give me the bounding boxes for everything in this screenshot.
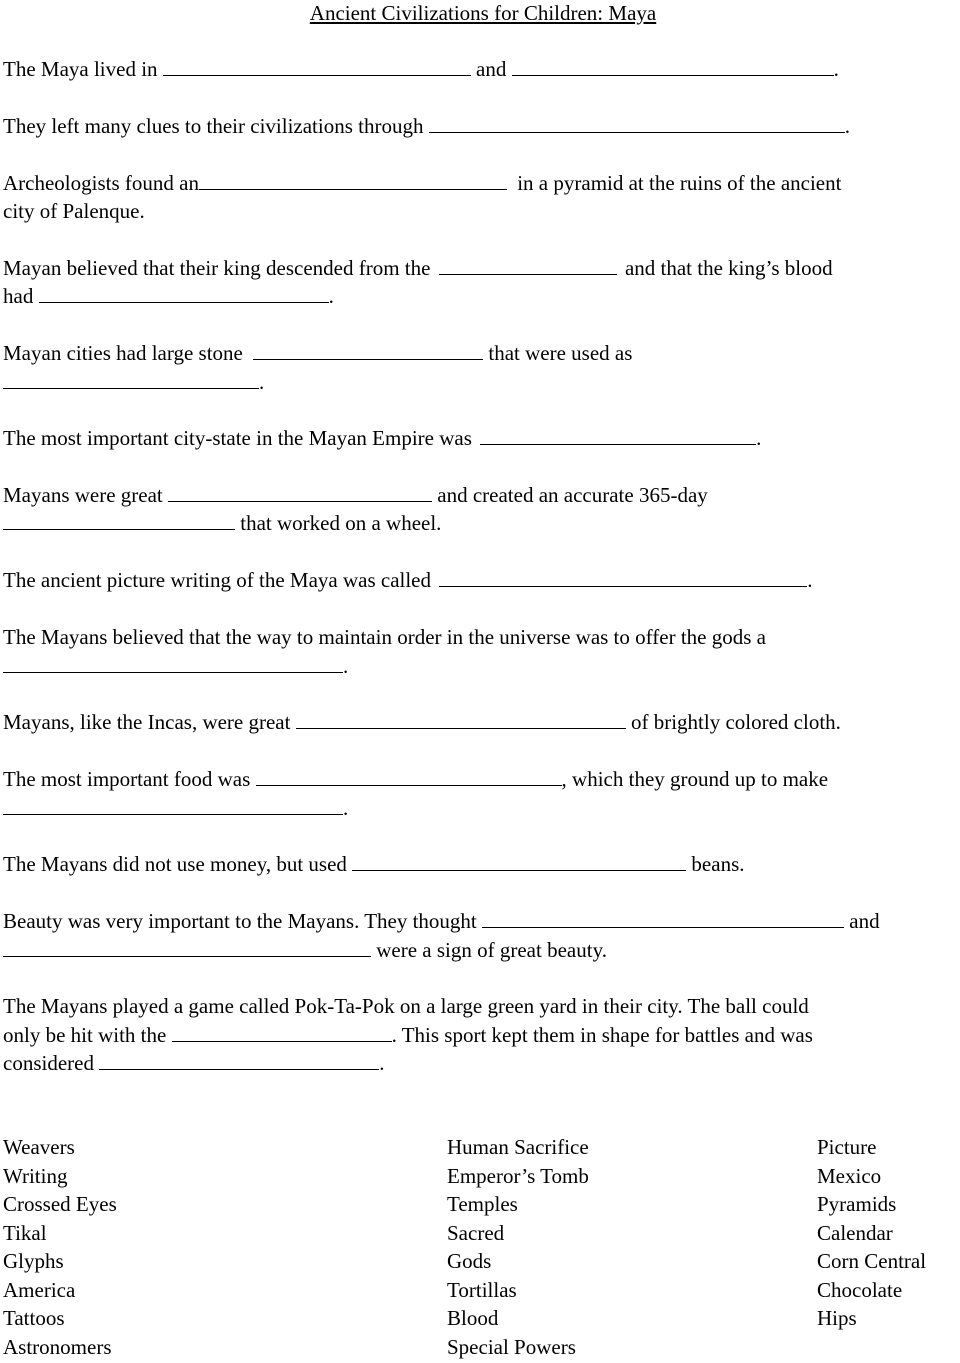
word-bank-column-3 <box>817 1133 926 1333</box>
word-bank-item: Human Sacrifice <box>447 1135 589 1159</box>
blank-7b[interactable] <box>3 511 235 530</box>
question-4-cont <box>3 284 334 308</box>
question-10 <box>3 710 841 734</box>
q3-text-b: in a pyramid at the ruins of the ancient <box>517 171 842 195</box>
word-bank-item: Astronomers <box>3 1334 112 1359</box>
word-bank-item: Chocolate <box>817 1277 903 1302</box>
q1-text-b: and <box>476 57 507 81</box>
word-bank-item: Picture <box>817 1135 877 1159</box>
question-11-cont <box>3 796 348 820</box>
word-bank-item: Temples <box>447 1192 518 1216</box>
blank-11b[interactable] <box>3 796 343 815</box>
q6-text-b: . <box>756 426 762 450</box>
question-5 <box>3 341 632 365</box>
q14-text-c: . This sport kept them in shape for battles and was <box>391 1023 813 1047</box>
word-bank-item: Writing <box>3 1163 68 1188</box>
blank-11a[interactable] <box>256 767 562 786</box>
blank-13b[interactable] <box>3 938 371 957</box>
q14-text-b: only be hit with the <box>3 1023 167 1047</box>
question-9-cont <box>3 654 348 678</box>
blank-8[interactable] <box>439 568 807 587</box>
word-bank-column-1 <box>3 1133 117 1361</box>
q4-text-a: Mayan believed that their king descended from the <box>3 256 431 280</box>
word-bank-item: Tikal <box>3 1220 47 1245</box>
blank-1b[interactable] <box>512 57 834 76</box>
q11-text-b: , which they ground up to make <box>561 767 829 791</box>
q5-text-c: . <box>259 370 265 394</box>
word-bank-item: Corn Central <box>817 1249 927 1273</box>
blank-1a[interactable] <box>163 57 471 76</box>
word-bank-item: Special Powers <box>447 1334 576 1359</box>
word-bank-item: Hips <box>817 1306 857 1330</box>
question-7-cont <box>3 511 441 535</box>
question-4 <box>3 256 833 280</box>
q1-text-c: . <box>833 57 839 81</box>
q13-text-c: were a sign of great beauty. <box>376 938 607 962</box>
word-bank-column-2 <box>447 1133 589 1361</box>
blank-14b[interactable] <box>99 1051 379 1070</box>
blank-10[interactable] <box>296 710 626 729</box>
question-11 <box>3 767 828 791</box>
question-8 <box>3 568 813 592</box>
word-bank-item: Tortillas <box>447 1277 517 1302</box>
q8-text-a: The ancient picture writing of the Maya was called <box>3 568 431 592</box>
question-9: The Mayans believed that the way to maintain order in the universe was to offer the gods a <box>3 625 766 649</box>
q10-text-b: of brightly colored cloth. <box>630 710 841 734</box>
word-bank-item: Pyramids <box>817 1192 897 1216</box>
question-14-cont2 <box>3 1051 384 1075</box>
word-bank-item: Emperor’s Tomb <box>447 1163 589 1188</box>
blank-5a[interactable] <box>253 341 483 360</box>
word-bank-item: Tattoos <box>3 1306 65 1330</box>
blank-2[interactable] <box>429 114 845 133</box>
word-bank-item: America <box>3 1277 76 1302</box>
blank-4a[interactable] <box>439 256 617 275</box>
question-13-cont <box>3 938 607 962</box>
q4-text-c: had <box>3 284 34 308</box>
word-bank-item: Mexico <box>817 1163 882 1188</box>
q13-text-a: Beauty was very important to the Mayans. They thought <box>3 909 477 933</box>
q8-text-b: . <box>807 568 813 592</box>
question-13 <box>3 909 880 933</box>
q12-text-a: The Mayans did not use money, but used <box>3 852 347 876</box>
word-bank-item: Calendar <box>817 1220 893 1245</box>
q3-text-a: Archeologists found an <box>3 171 199 195</box>
page-title: Ancient Civilizations for Children: Maya <box>309 1 657 25</box>
q11-text-c: . <box>343 796 349 820</box>
question-12 <box>3 852 745 876</box>
question-5-cont <box>3 370 264 394</box>
blank-4b[interactable] <box>39 284 329 303</box>
question-3 <box>3 171 841 195</box>
q5-text-a: Mayan cities had large stone <box>3 341 243 365</box>
blank-3[interactable] <box>199 171 507 190</box>
q4-text-b: and that the king’s blood <box>624 256 833 280</box>
blank-14a[interactable] <box>172 1023 392 1042</box>
q14-text-e: . <box>379 1051 385 1075</box>
blank-5b[interactable] <box>3 370 259 389</box>
question-2 <box>3 114 850 138</box>
word-bank-item: Weavers <box>3 1135 75 1159</box>
q12-text-b: beans. <box>691 852 745 876</box>
word-bank-item: Blood <box>447 1306 499 1330</box>
blank-9[interactable] <box>3 654 343 673</box>
q14-text-d: considered <box>3 1051 94 1075</box>
q1-text-a: The Maya lived in <box>3 57 158 81</box>
blank-12[interactable] <box>352 852 686 871</box>
q7-text-a: Mayans were great <box>3 483 163 507</box>
blank-6[interactable] <box>480 426 756 445</box>
q6-text-a: The most important city-state in the Mayan Empire was <box>3 426 472 450</box>
question-14: The Mayans played a game called Pok-Ta-Pok on a large green yard in their city. The ball could <box>3 994 809 1018</box>
question-7 <box>3 483 708 507</box>
blank-13a[interactable] <box>482 909 844 928</box>
word-bank-item: Sacred <box>447 1220 505 1245</box>
question-3-cont: city of Palenque. <box>3 199 145 223</box>
q10-text-a: Mayans, like the Incas, were great <box>3 710 291 734</box>
blank-7a[interactable] <box>168 483 432 502</box>
question-14-cont <box>3 1023 813 1047</box>
q13-text-b: and <box>849 909 880 933</box>
q2-text-a: They left many clues to their civilizations through <box>3 114 424 138</box>
q2-text-b: . <box>844 114 850 138</box>
word-bank-item: Crossed Eyes <box>3 1192 117 1216</box>
word-bank-item: Gods <box>447 1249 492 1273</box>
q7-text-b: and created an accurate 365-day <box>437 483 708 507</box>
question-6 <box>3 426 761 450</box>
q9-text-b: . <box>343 654 349 678</box>
question-1 <box>3 57 839 81</box>
q4-text-d: . <box>328 284 334 308</box>
q7-text-c: that worked on a wheel. <box>240 511 442 535</box>
q11-text-a: The most important food was <box>3 767 251 791</box>
q5-text-b: that were used as <box>488 341 633 365</box>
word-bank-item: Glyphs <box>3 1249 64 1273</box>
